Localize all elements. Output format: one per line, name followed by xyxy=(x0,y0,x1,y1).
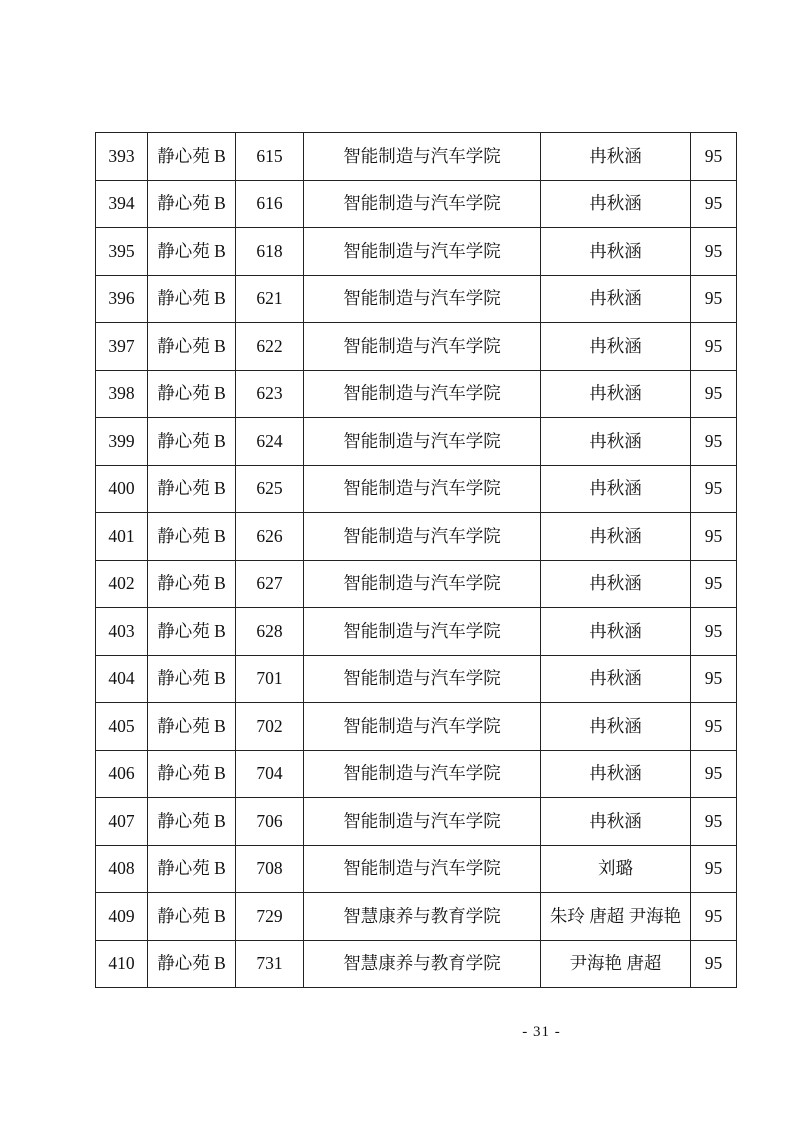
college-cell: 智能制造与汽车学院 xyxy=(304,608,541,656)
building-cell: 静心苑 B xyxy=(148,655,236,703)
college-cell: 智能制造与汽车学院 xyxy=(304,418,541,466)
row-number-cell: 396 xyxy=(96,275,148,323)
room-number-cell: 702 xyxy=(236,703,304,751)
row-number-cell: 410 xyxy=(96,940,148,988)
counselor-cell: 冉秋涵 xyxy=(541,750,691,798)
room-number-cell: 623 xyxy=(236,370,304,418)
row-number-cell: 395 xyxy=(96,228,148,276)
table-row xyxy=(96,275,737,323)
table-row xyxy=(96,845,737,893)
score-cell: 95 xyxy=(691,418,737,466)
score-cell: 95 xyxy=(691,655,737,703)
counselor-cell: 冉秋涵 xyxy=(541,560,691,608)
row-number-cell: 409 xyxy=(96,893,148,941)
college-cell: 智能制造与汽车学院 xyxy=(304,513,541,561)
counselor-cell: 尹海艳 唐超 xyxy=(541,940,691,988)
building-cell: 静心苑 B xyxy=(148,608,236,656)
table-body xyxy=(96,133,737,988)
table-row xyxy=(96,750,737,798)
building-cell: 静心苑 B xyxy=(148,798,236,846)
building-cell: 静心苑 B xyxy=(148,560,236,608)
row-number-cell: 405 xyxy=(96,703,148,751)
room-number-cell: 626 xyxy=(236,513,304,561)
score-cell: 95 xyxy=(691,893,737,941)
building-cell: 静心苑 B xyxy=(148,133,236,181)
room-number-cell: 628 xyxy=(236,608,304,656)
college-cell: 智能制造与汽车学院 xyxy=(304,798,541,846)
college-cell: 智能制造与汽车学院 xyxy=(304,845,541,893)
counselor-cell: 冉秋涵 xyxy=(541,370,691,418)
college-cell: 智能制造与汽车学院 xyxy=(304,655,541,703)
score-cell: 95 xyxy=(691,560,737,608)
room-number-cell: 615 xyxy=(236,133,304,181)
row-number-cell: 401 xyxy=(96,513,148,561)
score-cell: 95 xyxy=(691,940,737,988)
room-number-cell: 625 xyxy=(236,465,304,513)
table-row xyxy=(96,513,737,561)
row-number-cell: 400 xyxy=(96,465,148,513)
score-cell: 95 xyxy=(691,228,737,276)
building-cell: 静心苑 B xyxy=(148,323,236,371)
score-cell: 95 xyxy=(691,275,737,323)
table-row xyxy=(96,703,737,751)
table-row xyxy=(96,655,737,703)
table-row xyxy=(96,798,737,846)
score-cell: 95 xyxy=(691,370,737,418)
room-number-cell: 731 xyxy=(236,940,304,988)
table-row xyxy=(96,180,737,228)
row-number-cell: 393 xyxy=(96,133,148,181)
counselor-cell: 冉秋涵 xyxy=(541,180,691,228)
counselor-cell: 冉秋涵 xyxy=(541,418,691,466)
room-number-cell: 729 xyxy=(236,893,304,941)
table-row xyxy=(96,418,737,466)
table-row xyxy=(96,560,737,608)
building-cell: 静心苑 B xyxy=(148,750,236,798)
college-cell: 智慧康养与教育学院 xyxy=(304,940,541,988)
counselor-cell: 冉秋涵 xyxy=(541,703,691,751)
table-row xyxy=(96,323,737,371)
counselor-cell: 冉秋涵 xyxy=(541,465,691,513)
room-number-cell: 701 xyxy=(236,655,304,703)
college-cell: 智能制造与汽车学院 xyxy=(304,228,541,276)
building-cell: 静心苑 B xyxy=(148,940,236,988)
table-row xyxy=(96,465,737,513)
page-number: - 31 - xyxy=(522,1024,561,1040)
row-number-cell: 399 xyxy=(96,418,148,466)
score-cell: 95 xyxy=(691,180,737,228)
row-number-cell: 397 xyxy=(96,323,148,371)
table-row xyxy=(96,940,737,988)
score-cell: 95 xyxy=(691,845,737,893)
college-cell: 智能制造与汽车学院 xyxy=(304,275,541,323)
building-cell: 静心苑 B xyxy=(148,275,236,323)
room-number-cell: 624 xyxy=(236,418,304,466)
row-number-cell: 403 xyxy=(96,608,148,656)
row-number-cell: 402 xyxy=(96,560,148,608)
college-cell: 智能制造与汽车学院 xyxy=(304,465,541,513)
counselor-cell: 冉秋涵 xyxy=(541,655,691,703)
counselor-cell: 冉秋涵 xyxy=(541,228,691,276)
college-cell: 智能制造与汽车学院 xyxy=(304,133,541,181)
building-cell: 静心苑 B xyxy=(148,180,236,228)
row-number-cell: 408 xyxy=(96,845,148,893)
building-cell: 静心苑 B xyxy=(148,513,236,561)
building-cell: 静心苑 B xyxy=(148,465,236,513)
table-row xyxy=(96,608,737,656)
room-number-cell: 621 xyxy=(236,275,304,323)
row-number-cell: 394 xyxy=(96,180,148,228)
building-cell: 静心苑 B xyxy=(148,370,236,418)
building-cell: 静心苑 B xyxy=(148,845,236,893)
college-cell: 智能制造与汽车学院 xyxy=(304,370,541,418)
table-row xyxy=(96,228,737,276)
row-number-cell: 404 xyxy=(96,655,148,703)
college-cell: 智能制造与汽车学院 xyxy=(304,560,541,608)
college-cell: 智能制造与汽车学院 xyxy=(304,703,541,751)
counselor-cell: 刘璐 xyxy=(541,845,691,893)
room-number-cell: 706 xyxy=(236,798,304,846)
table-row xyxy=(96,893,737,941)
row-number-cell: 406 xyxy=(96,750,148,798)
table-row xyxy=(96,133,737,181)
room-number-cell: 618 xyxy=(236,228,304,276)
score-cell: 95 xyxy=(691,750,737,798)
row-number-cell: 407 xyxy=(96,798,148,846)
college-cell: 智能制造与汽车学院 xyxy=(304,180,541,228)
counselor-cell: 冉秋涵 xyxy=(541,323,691,371)
building-cell: 静心苑 B xyxy=(148,703,236,751)
counselor-cell: 冉秋涵 xyxy=(541,275,691,323)
score-cell: 95 xyxy=(691,703,737,751)
building-cell: 静心苑 B xyxy=(148,418,236,466)
counselor-cell: 冉秋涵 xyxy=(541,798,691,846)
score-cell: 95 xyxy=(691,798,737,846)
room-number-cell: 708 xyxy=(236,845,304,893)
room-number-cell: 622 xyxy=(236,323,304,371)
counselor-cell: 冉秋涵 xyxy=(541,513,691,561)
counselor-cell: 朱玲 唐超 尹海艳 xyxy=(541,893,691,941)
college-cell: 智慧康养与教育学院 xyxy=(304,893,541,941)
counselor-cell: 冉秋涵 xyxy=(541,133,691,181)
score-cell: 95 xyxy=(691,133,737,181)
score-cell: 95 xyxy=(691,323,737,371)
college-cell: 智能制造与汽车学院 xyxy=(304,323,541,371)
room-number-cell: 616 xyxy=(236,180,304,228)
room-number-cell: 627 xyxy=(236,560,304,608)
row-number-cell: 398 xyxy=(96,370,148,418)
building-cell: 静心苑 B xyxy=(148,228,236,276)
room-number-cell: 704 xyxy=(236,750,304,798)
score-cell: 95 xyxy=(691,608,737,656)
college-cell: 智能制造与汽车学院 xyxy=(304,750,541,798)
score-cell: 95 xyxy=(691,513,737,561)
dormitory-score-table xyxy=(95,132,737,988)
building-cell: 静心苑 B xyxy=(148,893,236,941)
score-cell: 95 xyxy=(691,465,737,513)
counselor-cell: 冉秋涵 xyxy=(541,608,691,656)
table-row xyxy=(96,370,737,418)
